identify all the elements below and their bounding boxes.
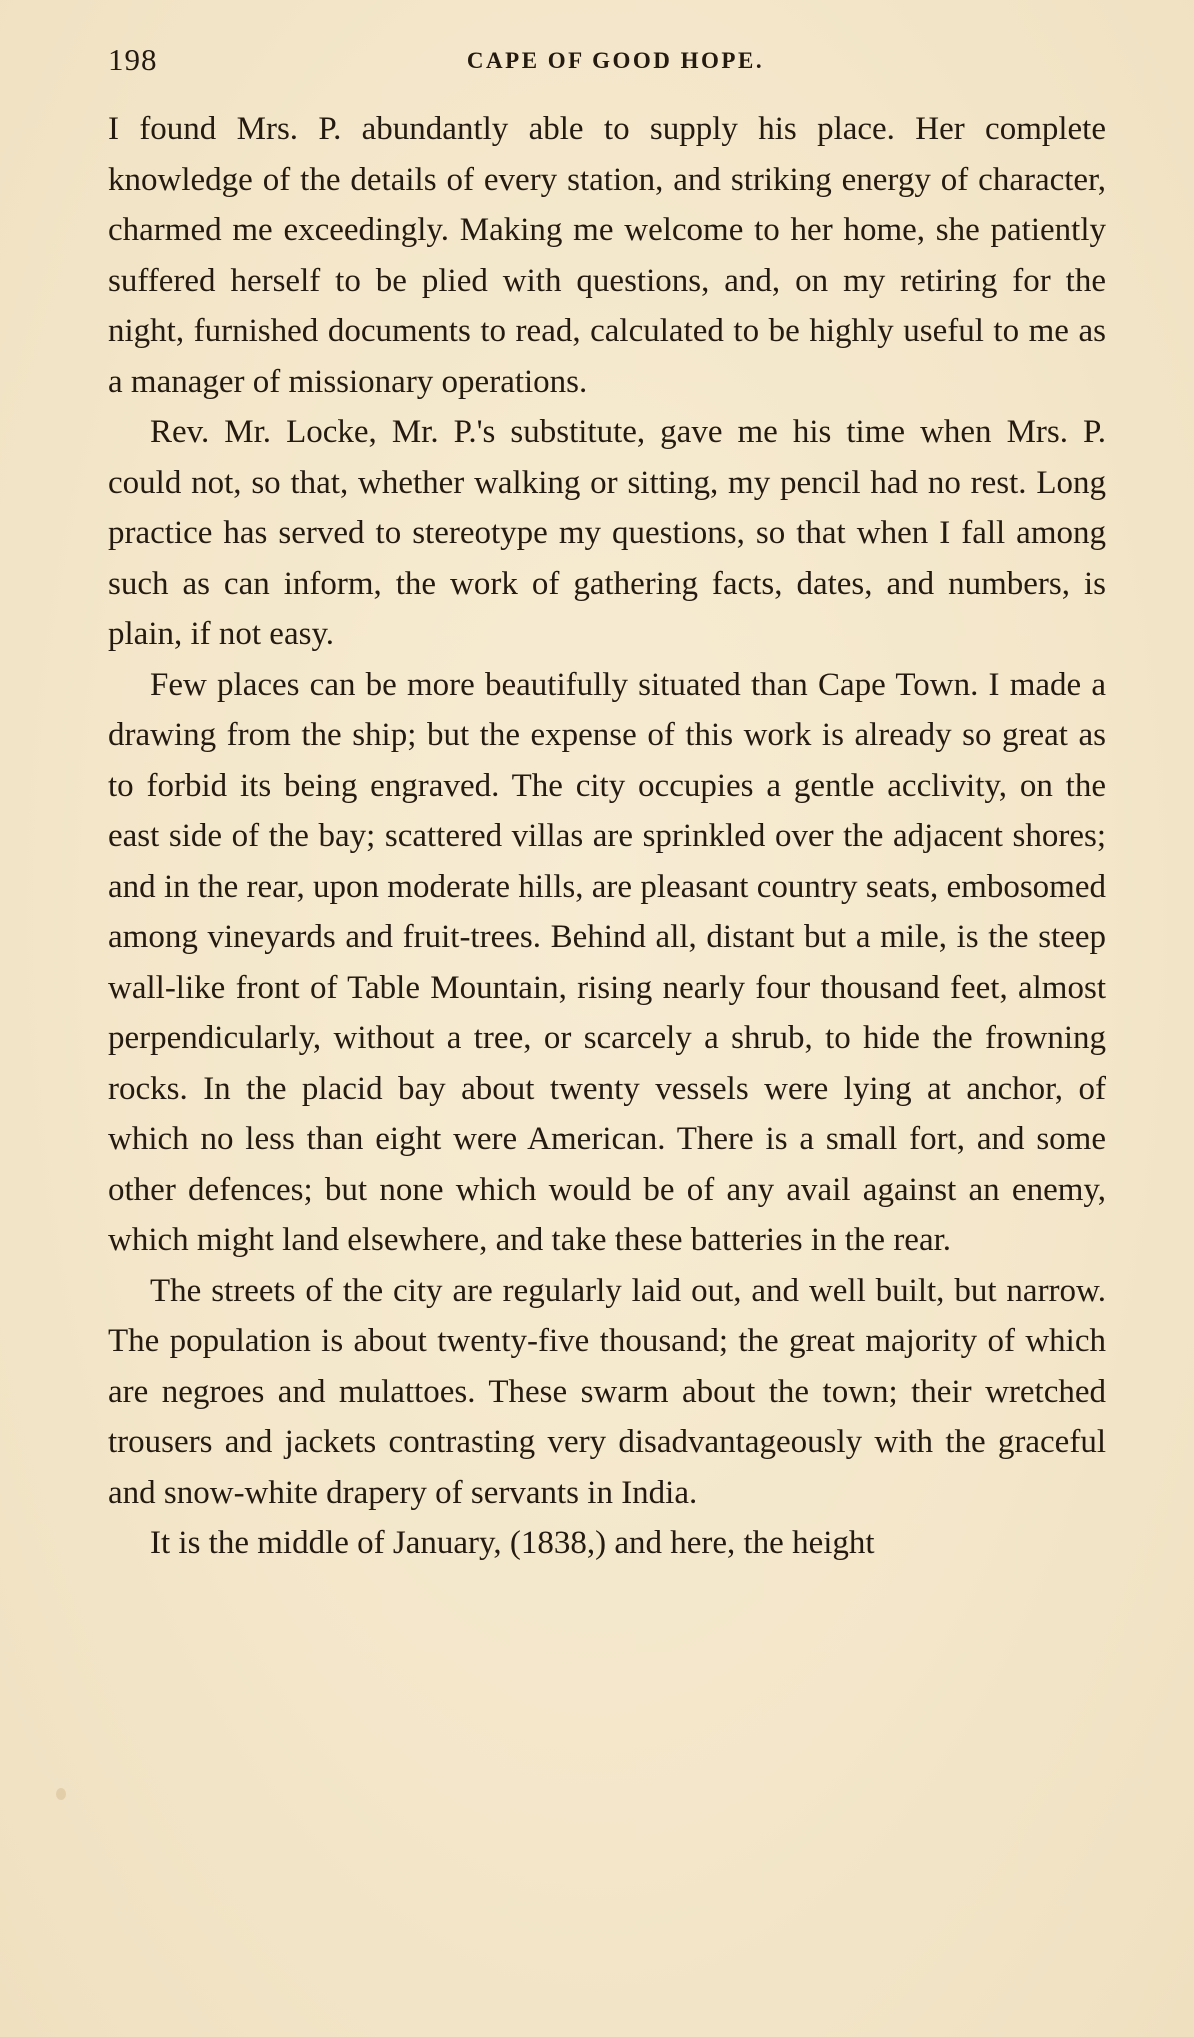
running-head: CAPE OF GOOD HOPE. xyxy=(466,48,765,73)
paragraph-1: I found Mrs. P. abundantly able to supply his place. Her complete knowledge of the details of every station, and striking energy of character, charmed me exceedingly. Making me welcome to her home, she patiently suffered herself to be plied with questions, and, on my retiring for the night, furnished documents to read, calculated to be highly useful to me as a manager of missionary operations. xyxy=(108,111,1106,400)
paragraph-3: Few places can be more beautifully situated than Cape Town. I made a drawing from the ship; but the expense of this work is already so great as to forbid its being engraved. The city occupies a gentle acclivity, on the east side of the bay; scattered villas are sprinkled over the adjacent shores; and in the rear, upon moderate hills, are pleasant country seats, embosomed among vineyards and fruit-trees. Behind all, distant but a mile, is the steep wall-like front of Table Mountain, rising nearly four thousand feet, almost perpendicularly, without a tree, or scarcely a shrub, to hide the frowning rocks. In the placid bay about twenty vessels were lying at anchor, of which no less than eight were American. There is a small fort, and some other defences; but none which would be of any avail against an enemy, which might land elsewhere, and take these batteries in the rear. xyxy=(108,666,1106,1258)
paragraph-2: Rev. Mr. Locke, Mr. P.'s substitute, gave me his time when Mrs. P. could not, so that, whether walking or sitting, my pencil had no rest. Long practice has served to stereotype my questions, so that when I fall among such as can inform, the work of gathering facts, dates, and numbers, is plain, if not easy. xyxy=(108,414,1106,652)
paper-speck xyxy=(56,1788,66,1800)
page-number: 198 xyxy=(108,42,158,77)
body-text xyxy=(108,104,1106,1569)
page-header xyxy=(108,42,1103,82)
paragraph-5: It is the middle of January, (1838,) and here, the height xyxy=(150,1525,875,1561)
paragraph-4: The streets of the city are regularly laid out, and well built, but narrow. The population is about twenty-five thousand; the great majority of which are negroes and mulattoes. These swarm about the town; their wretched trousers and jackets contrasting very disadvantageously with the graceful and snow-white drapery of servants in India. xyxy=(108,1272,1106,1511)
